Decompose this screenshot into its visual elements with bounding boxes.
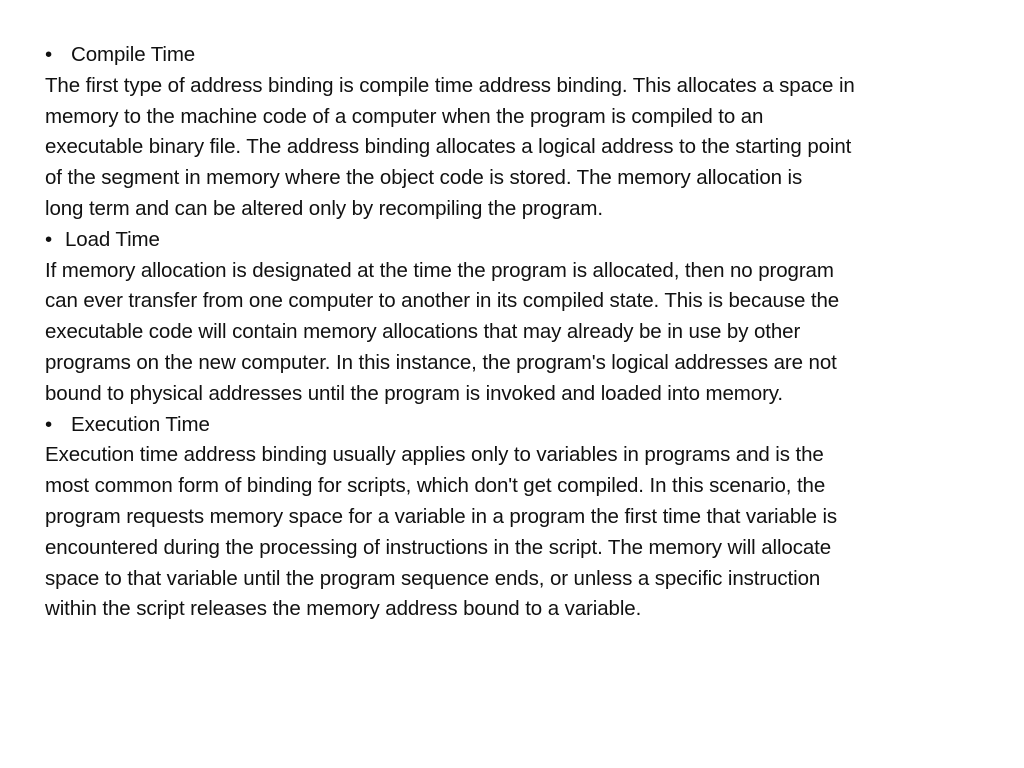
bullet-heading-execution-time [45, 410, 995, 441]
paragraph-line: Execution time address binding usually applies only to variables in programs and is the [45, 443, 824, 467]
paragraph-line: most common form of binding for scripts, which don't get compiled. In this scenario, the [45, 474, 826, 498]
paragraph-line: within the script releases the memory address bound to a variable. [45, 597, 642, 621]
paragraph-line: bound to physical addresses until the program is invoked and loaded into memory. [45, 381, 784, 405]
section-execution-time [45, 410, 995, 626]
paragraph-line: The first type of address binding is compile time address binding. This allocates a space in [45, 73, 855, 97]
paragraph-line: can ever transfer from one computer to another in its compiled state. This is because the [45, 289, 840, 313]
paragraph-line: If memory allocation is designated at the time the program is allocated, then no program [45, 258, 834, 282]
paragraph-line: memory to the machine code of a computer when the program is compiled to an [45, 104, 764, 128]
paragraph-line: long term and can be altered only by recompiling the program. [45, 196, 603, 220]
heading-label: Load Time [65, 227, 160, 251]
paragraph-line: program requests memory space for a variable in a program the first time that variable is [45, 504, 838, 528]
paragraph-line: executable binary file. The address binding allocates a logical address to the starting point [45, 135, 852, 159]
bullet-heading-compile-time [45, 40, 995, 71]
paragraph-line: encountered during the processing of instructions in the script. The memory will allocate [45, 535, 832, 559]
paragraph-line: programs on the new computer. In this instance, the program's logical addresses are not [45, 350, 837, 374]
paragraph-line: space to that variable until the program sequence ends, or unless a specific instruction [45, 566, 821, 590]
heading-label: Compile Time [71, 43, 196, 66]
bullet-heading-load-time [45, 225, 995, 256]
slide-content [45, 40, 995, 625]
heading-label: Execution Time [71, 412, 210, 436]
bullet-icon: • [45, 227, 53, 251]
bullet-icon: • [45, 412, 53, 436]
paragraph-line: executable code will contain memory allocations that may already be in use by other [45, 320, 801, 344]
bullet-icon: • [45, 43, 53, 66]
section-compile-time [45, 40, 995, 225]
section-load-time [45, 225, 995, 410]
paragraph-line: of the segment in memory where the object code is stored. The memory allocation is [45, 166, 803, 190]
